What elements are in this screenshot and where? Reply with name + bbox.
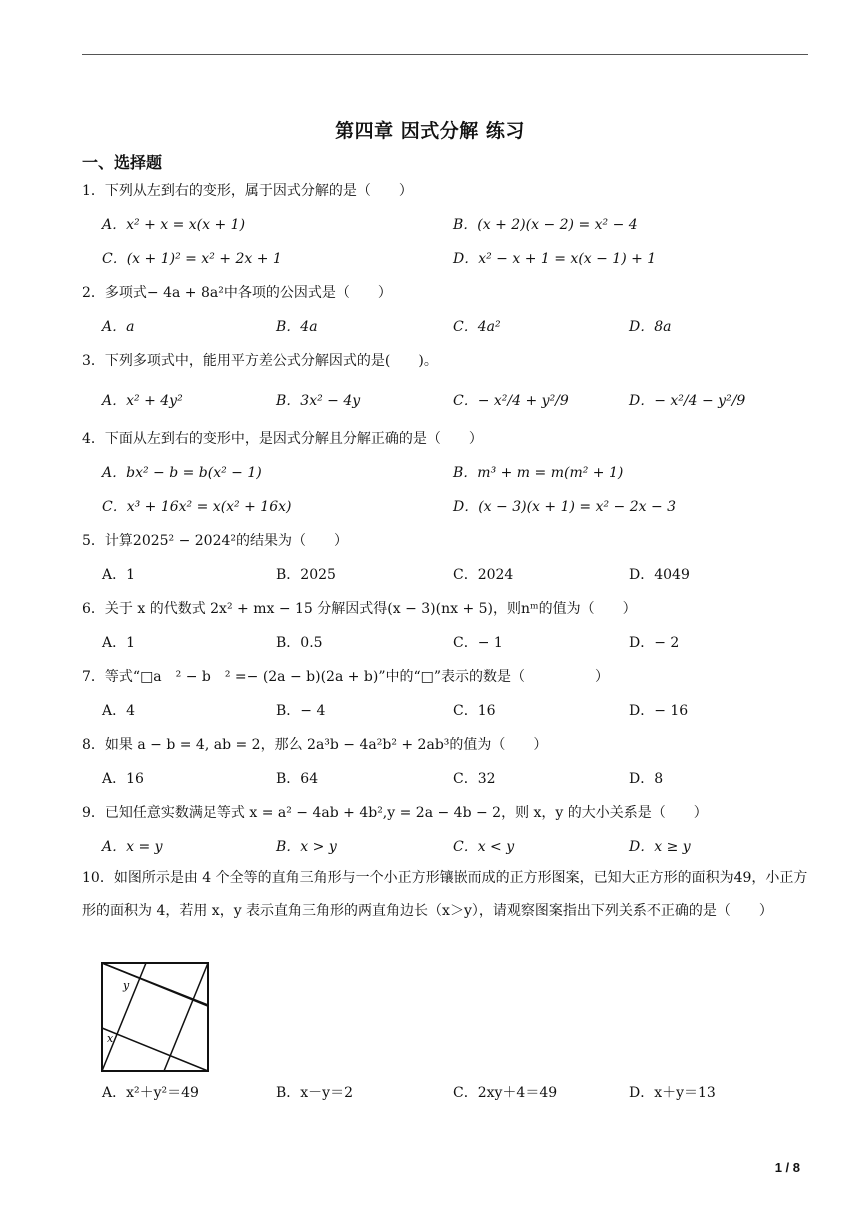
question-10-option-a: A．x²＋y²＝49 xyxy=(102,1085,199,1101)
question-10-option-c: C．2xy＋4＝49 xyxy=(453,1085,558,1101)
question-4-option-b: B．m³ + m = m(m² + 1) xyxy=(453,465,624,481)
question-8-option-b: B．64 xyxy=(276,771,319,787)
question-10-stem: 10．如图所示是由 4 个全等的直角三角形与一个小正方形镶嵌而成的正方形图案，已知大正方形的面积为49，小正方形的面积为 4，若用 x，y 表示直角三角形的两直角边长（x＞y），请观察图案指出下列关系不正确的是（ ） xyxy=(82,870,808,919)
page-title: 第四章 因式分解 练习 xyxy=(335,120,525,142)
question-4-option-c: C．x³ + 16x² = x(x² + 16x) xyxy=(102,499,292,515)
question-4-stem: 4．下面从左到右的变形中，是因式分解且分解正确的是（ ） xyxy=(82,431,483,447)
question-5-option-b: B．2025 xyxy=(276,567,336,583)
question-9-option-a: A．x = y xyxy=(102,839,163,855)
question-6-option-b: B．0.5 xyxy=(276,635,323,651)
question-7-option-b: B．− 4 xyxy=(276,703,326,719)
question-5-option-d: D．4049 xyxy=(629,567,690,583)
question-2-option-b: B．4a xyxy=(276,319,318,335)
question-6-option-c: C．− 1 xyxy=(453,635,503,651)
question-1-option-a: A．x² + x = x(x + 1) xyxy=(102,217,246,233)
question-6-option-a: A．1 xyxy=(102,635,136,651)
question-6-stem: 6．关于 x 的代数式 2x² + mx − 15 分解因式得(x − 3)(nx + 5)，则nᵐ的值为（ ） xyxy=(82,601,637,617)
question-1-stem: 1．下列从左到右的变形，属于因式分解的是（ ） xyxy=(82,183,413,199)
question-10-option-b: B．x－y＝2 xyxy=(276,1085,353,1101)
question-4-option-d: D．(x − 3)(x + 1) = x² − 2x − 3 xyxy=(453,499,677,515)
figure-label-y: y xyxy=(123,979,130,992)
question-6-option-d: D．− 2 xyxy=(629,635,680,651)
question-10-option-d: D．x＋y＝13 xyxy=(629,1085,716,1101)
question-7-stem: 7．等式“□a ² − b ² =− (2a − b)(2a + b)”中的“□”表示的数是（ ） xyxy=(82,669,610,685)
question-2-option-c: C．4a² xyxy=(453,319,501,335)
question-3-option-d: D．− x²/4 − y²/9 xyxy=(629,393,746,409)
question-5-option-a: A．1 xyxy=(102,567,136,583)
question-9-option-c: C．x < y xyxy=(453,839,515,855)
question-2-stem: 2．多项式− 4a + 8a²中各项的公因式是（ ） xyxy=(82,285,392,301)
question-5-option-c: C．2024 xyxy=(453,567,514,583)
question-9-option-b: B．x > y xyxy=(276,839,337,855)
question-5-stem: 5．计算2025² − 2024²的结果为（ ） xyxy=(82,533,349,549)
question-7-option-d: D．− 16 xyxy=(629,703,689,719)
section-heading: 一、选择题 xyxy=(82,153,163,172)
question-1-option-b: B．(x + 2)(x − 2) = x² − 4 xyxy=(453,217,638,233)
pinwheel-square-figure xyxy=(101,962,209,1072)
question-8-option-d: D．8 xyxy=(629,771,664,787)
question-3-option-a: A．x² + 4y² xyxy=(102,393,183,409)
question-3-stem: 3．下列多项式中，能用平方差公式分解因式的是( )。 xyxy=(82,353,438,369)
question-2-option-a: A．a xyxy=(102,319,135,335)
figure-label-x: x xyxy=(107,1032,114,1045)
question-3-option-c: C．− x²/4 + y²/9 xyxy=(453,393,569,409)
question-1-option-c: C．(x + 1)² = x² + 2x + 1 xyxy=(102,251,282,267)
question-1-option-d: D．x² − x + 1 = x(x − 1) + 1 xyxy=(453,251,657,267)
header-rule xyxy=(82,54,808,55)
question-3-option-b: B．3x² − 4y xyxy=(276,393,361,409)
question-8-stem: 8．如果 a − b = 4, ab = 2，那么 2a³b − 4a²b² + 2ab³的值为（ ） xyxy=(82,737,548,753)
question-8-option-a: A．16 xyxy=(102,771,144,787)
page-number: 1 / 8 xyxy=(774,1160,800,1175)
question-9-option-d: D．x ≥ y xyxy=(629,839,691,855)
question-7-option-c: C．16 xyxy=(453,703,496,719)
question-2-option-d: D．8a xyxy=(629,319,672,335)
question-7-option-a: A．4 xyxy=(102,703,136,719)
question-4-option-a: A．bx² − b = b(x² − 1) xyxy=(102,465,262,481)
question-9-stem: 9．已知任意实数满足等式 x = a² − 4ab + 4b²,y = 2a − 4b − 2，则 x，y 的大小关系是（ ） xyxy=(82,805,708,821)
question-8-option-c: C．32 xyxy=(453,771,496,787)
